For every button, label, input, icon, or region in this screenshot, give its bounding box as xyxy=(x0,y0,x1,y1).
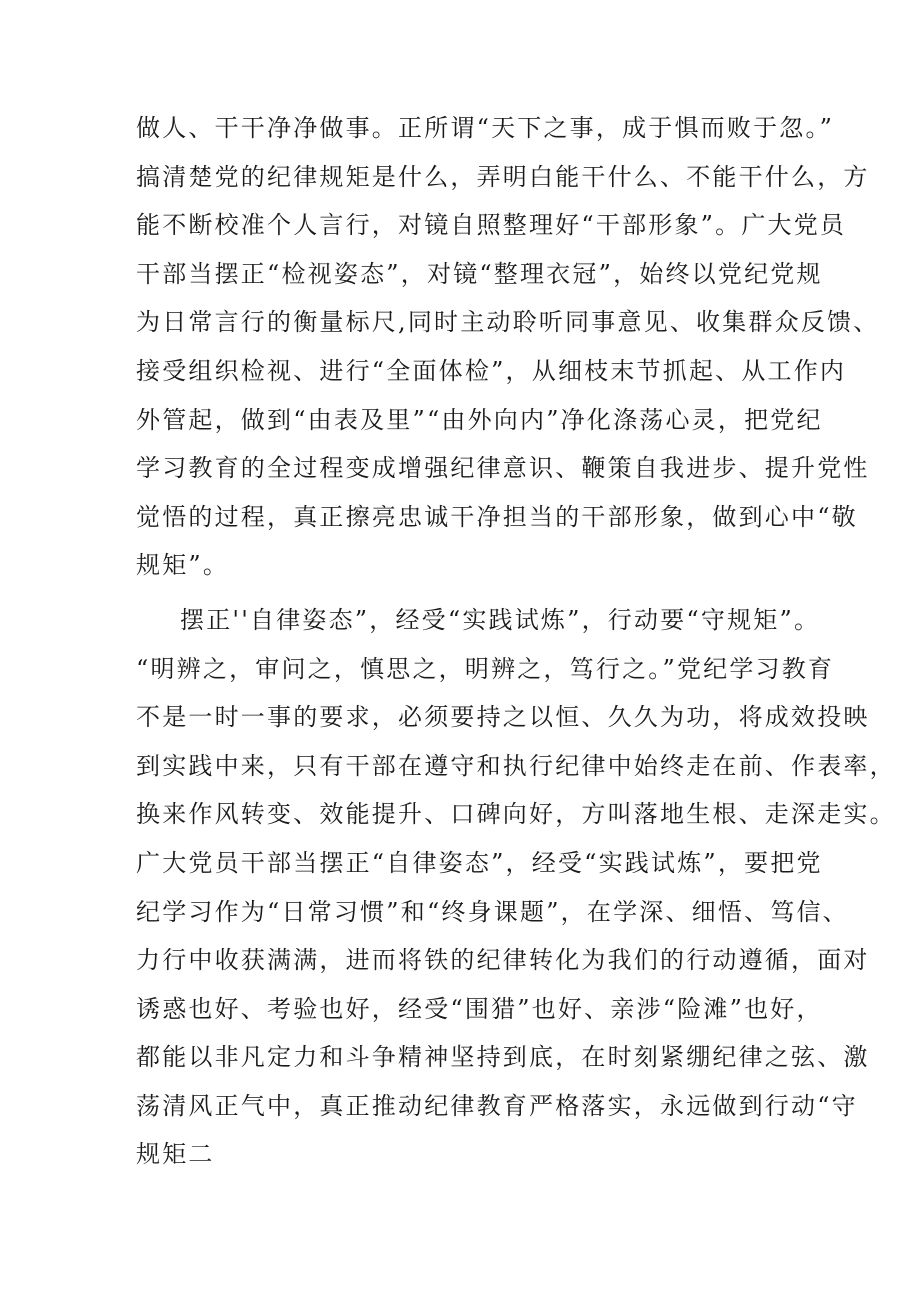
text-line: 荡清风正气中，真正推动纪律教育严格落实，永远做到行动“守 xyxy=(136,1091,858,1120)
text-line: 摆正''自律姿态”，经受“实践试炼”，行动要“守规矩”。 xyxy=(180,605,821,634)
text-line: 不是一时一事的要求，必须要持之以恒、久久为功，将成效投映 xyxy=(136,703,870,732)
text-line: 觉悟的过程，真正擦亮忠诚干净担当的干部形象，做到心中“敬 xyxy=(136,502,858,531)
text-line: 外管起，做到“由表及里”“由外向内”净化涤荡心灵，把党纪 xyxy=(136,405,823,434)
text-line: 力行中收获满满，进而将铁的纪律转化为我们的行动遵循，面对 xyxy=(136,946,870,975)
text-line: 诱惑也好、考验也好，经受“围猎”也好、亲涉“险滩”也好， xyxy=(136,994,823,1023)
text-line: 到实践中来，只有干部在遵守和执行纪律中始终走在前、作表率， xyxy=(136,751,896,780)
paragraph-2 xyxy=(136,596,896,1179)
text-line: 做人、干干净净做事。正所谓“天下之事，成于惧而败于忽。” xyxy=(136,114,835,142)
text-line: 能不断校准个人言行，对镜自照整理好“干部形象”。广大党员 xyxy=(136,211,847,240)
text-line: 规矩二 xyxy=(136,1140,215,1169)
text-line: 都能以非凡定力和斗争精神坚持到底，在时刻紧绷纪律之弦、激 xyxy=(136,1043,870,1072)
text-line: 纪学习作为“日常习惯”和“终身课题”，在学深、细悟、笃信、 xyxy=(136,897,849,926)
text-line: 为日常言行的衡量标尺,同时主动聆听同事意见、收集群众反馈、 xyxy=(136,308,880,337)
text-line: 换来作风转变、效能提升、口碑向好，方叫落地生根、走深走实。 xyxy=(136,800,896,829)
text-line: “明辨之，审问之，慎思之，明辨之，笃行之。”党纪学习教育 xyxy=(136,654,835,683)
text-line: 广大党员干部当摆正“自律姿态”，经受“实践试炼”，要把党 xyxy=(136,848,823,877)
document-body xyxy=(136,104,896,1179)
text-line: 干部当摆正“检视姿态”，对镜“整理衣冠”，始终以党纪党规 xyxy=(136,259,823,288)
text-line: 接受组织检视、进行“全面体检”，从细枝末节抓起、从工作内 xyxy=(136,356,847,385)
text-line: 学习教育的全过程变成增强纪律意识、鞭策自我进步、提升党性 xyxy=(136,454,870,483)
text-line: 搞清楚党的纪律规矩是什么，弄明白能干什么、不能干什么，方 xyxy=(136,162,870,191)
paragraph-1 xyxy=(136,104,880,590)
text-line: 规矩”。 xyxy=(136,551,230,580)
